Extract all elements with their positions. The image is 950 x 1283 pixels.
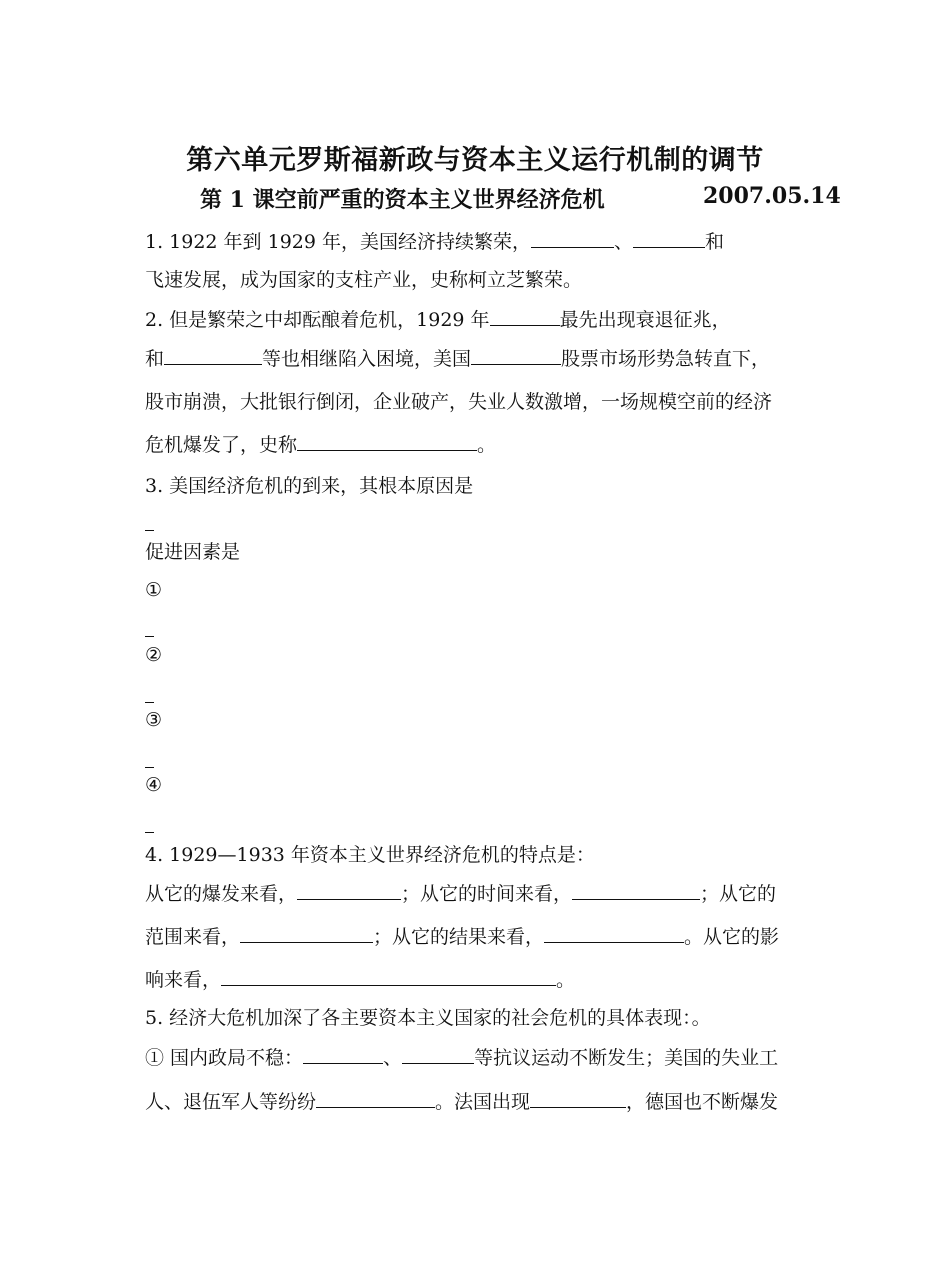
q2-text-g: 。	[477, 434, 497, 456]
blank-field[interactable]	[164, 346, 262, 365]
lesson-subtitle	[200, 183, 841, 214]
q5-text-c: 人、退伍军人等纷纷	[145, 1091, 317, 1113]
q1-separator: 、	[614, 231, 634, 253]
q1-text-b: 和	[705, 231, 725, 253]
q1-line-2: 飞速发展，成为国家的支柱产业，史称柯立芝繁荣。	[145, 269, 583, 291]
q5-line-3	[145, 1089, 778, 1114]
blank-field[interactable]	[471, 346, 561, 365]
q4-line-2	[145, 881, 776, 906]
q2-line-2	[145, 346, 770, 371]
q2-text-b: 最先出现衰退征兆，	[559, 309, 731, 331]
q5-separator: 、	[383, 1047, 403, 1069]
blank-field[interactable]	[531, 229, 614, 248]
q5-line-1: 5. 经济大危机加深了各主要资本主义国家的社会危机的具体表现：。	[145, 1007, 711, 1029]
blank-field[interactable]	[303, 1045, 383, 1064]
q5-text-d: 。法国出现	[435, 1091, 531, 1113]
q4-line-1: 4. 1929—1933 年资本主义世界经济危机的特点是：	[145, 844, 595, 866]
q5-text-b: 等抗议运动不断发生；美国的失业工	[474, 1047, 779, 1069]
q5-text-e: ，德国也不断爆发	[626, 1091, 779, 1113]
blank-field[interactable]	[572, 881, 700, 900]
q4-line-3	[145, 924, 779, 949]
document-title: 第六单元罗斯福新政与资本主义运行机制的调节	[186, 145, 764, 176]
q4-text-e: ；从它的结果来看，	[373, 926, 545, 948]
answer-blank[interactable]	[145, 636, 154, 637]
blank-field[interactable]	[530, 1089, 626, 1108]
answer-blank[interactable]	[145, 832, 154, 833]
blank-field[interactable]	[490, 307, 560, 326]
q4-text-c: ；从它的	[700, 883, 777, 905]
q4-text-g: 响来看，	[145, 969, 222, 991]
blank-field[interactable]	[633, 229, 705, 248]
blank-field[interactable]	[221, 967, 556, 986]
answer-blank[interactable]	[145, 767, 154, 768]
q1-line-1	[145, 229, 724, 254]
q2-text-a: 2. 但是繁荣之中却酝酿着危机，1929 年	[145, 309, 490, 331]
q2-line-4	[145, 432, 496, 457]
q2-text-f: 危机爆发了，史称	[145, 434, 298, 456]
q4-text-f: 。从它的影	[684, 926, 780, 948]
q2-text-e: 股票市场形势急转直下，	[561, 348, 771, 370]
q3-line-1: 3. 美国经济危机的到来，其根本原因是	[145, 475, 474, 497]
factor-marker-3: ③	[145, 709, 163, 731]
factor-marker-4: ④	[145, 774, 163, 796]
q2-text-d: 等也相继陷入困境，美国	[262, 348, 472, 370]
answer-blank[interactable]	[145, 702, 154, 703]
blank-field[interactable]	[297, 881, 401, 900]
document-date: 2007.05.14	[703, 183, 841, 209]
factor-marker-2: ②	[145, 644, 163, 666]
q1-text-a: 1. 1922 年到 1929 年，美国经济持续繁荣，	[145, 231, 531, 253]
answer-blank[interactable]	[145, 530, 154, 531]
q2-line-1	[145, 307, 731, 332]
lesson-title: 第 1 课空前严重的资本主义世界经济危机	[200, 187, 605, 213]
blank-field[interactable]	[297, 432, 477, 451]
q4-text-d: 范围来看，	[145, 926, 241, 948]
q2-line-3: 股市崩溃，大批银行倒闭，企业破产，失业人数激增，一场规模空前的经济	[145, 391, 773, 413]
q4-text-b: ；从它的时间来看，	[401, 883, 573, 905]
blank-field[interactable]	[544, 924, 684, 943]
q4-text-a: 从它的爆发来看，	[145, 883, 298, 905]
q4-line-4	[145, 967, 575, 992]
blank-field[interactable]	[316, 1089, 435, 1108]
q5-line-2	[145, 1045, 778, 1070]
q3-line-2: 促进因素是	[145, 541, 241, 563]
blank-field[interactable]	[240, 924, 373, 943]
q5-text-a: ① 国内政局不稳：	[145, 1047, 304, 1069]
q4-text-h: 。	[556, 969, 576, 991]
factor-marker-1: ①	[145, 579, 163, 601]
q2-text-c: 和	[145, 348, 165, 370]
blank-field[interactable]	[402, 1045, 474, 1064]
